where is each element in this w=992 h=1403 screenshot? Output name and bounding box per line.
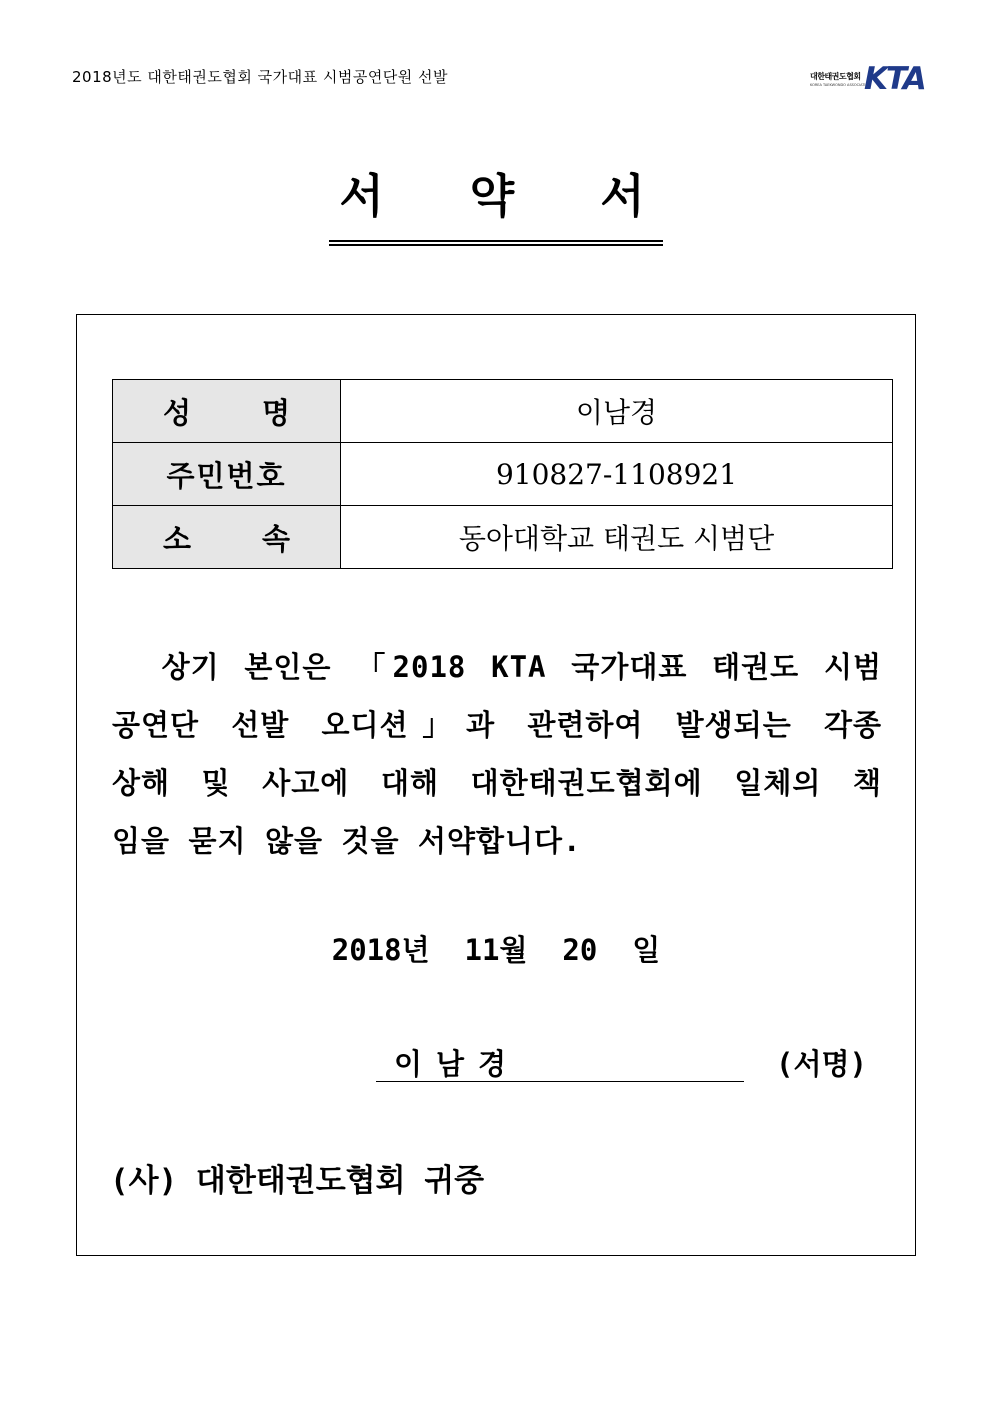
pledge-body — [112, 638, 882, 870]
name-label-char-2: 명 — [261, 395, 290, 430]
table-row — [113, 506, 893, 569]
kta-logo — [810, 61, 925, 97]
affiliation-value: 동아대학교 태권도 시범단 — [341, 506, 893, 569]
name-label-cell — [113, 380, 341, 443]
pledge-line-1: 상기 본인은 「2018 KTA 국가대표 태권도 시범 — [112, 650, 882, 684]
name-label-char-1: 성 — [163, 395, 192, 430]
addressee: (사) 대한태권도협회 귀중 — [110, 1163, 485, 1199]
logo-mark: KTA — [864, 61, 925, 97]
id-number-label: 주민번호 — [166, 458, 287, 493]
pledge-line-3: 상해 및 사고에 대해 대한태권도협회에 일체의 책 — [112, 766, 882, 800]
table-row — [113, 443, 893, 506]
document-header: 2018년도 대한태권도협회 국가대표 시범공연단원 선발 — [72, 68, 449, 86]
table-row — [113, 380, 893, 443]
title-underline-second — [329, 244, 663, 246]
affiliation-label-char-1: 소 — [163, 521, 192, 556]
signer-name: 이남경 — [394, 1047, 521, 1081]
signature-label: (서명) — [776, 1047, 867, 1081]
signature-line — [376, 1081, 744, 1082]
document-title: 서 약 서 — [339, 169, 653, 223]
name-value: 이남경 — [341, 380, 893, 443]
id-number-value: 910827-1108921 — [341, 443, 893, 506]
logo-english-text: KOREA TAEKWONDO ASSOCIATION — [810, 83, 871, 87]
id-number-label-cell — [113, 443, 341, 506]
title-underline — [329, 240, 663, 242]
affiliation-label-char-2: 속 — [261, 521, 290, 556]
pledge-line-2: 공연단 선발 오디션」과 관련하여 발생되는 각종 — [112, 708, 882, 742]
info-table — [112, 379, 893, 569]
logo-korean-text: 대한태권도협회 — [810, 72, 861, 81]
pledge-line-4: 임을 묻지 않을 것을 서약합니다. — [112, 824, 582, 858]
affiliation-label-cell — [113, 506, 341, 569]
pledge-date: 2018년 11월 20 일 — [331, 933, 661, 967]
